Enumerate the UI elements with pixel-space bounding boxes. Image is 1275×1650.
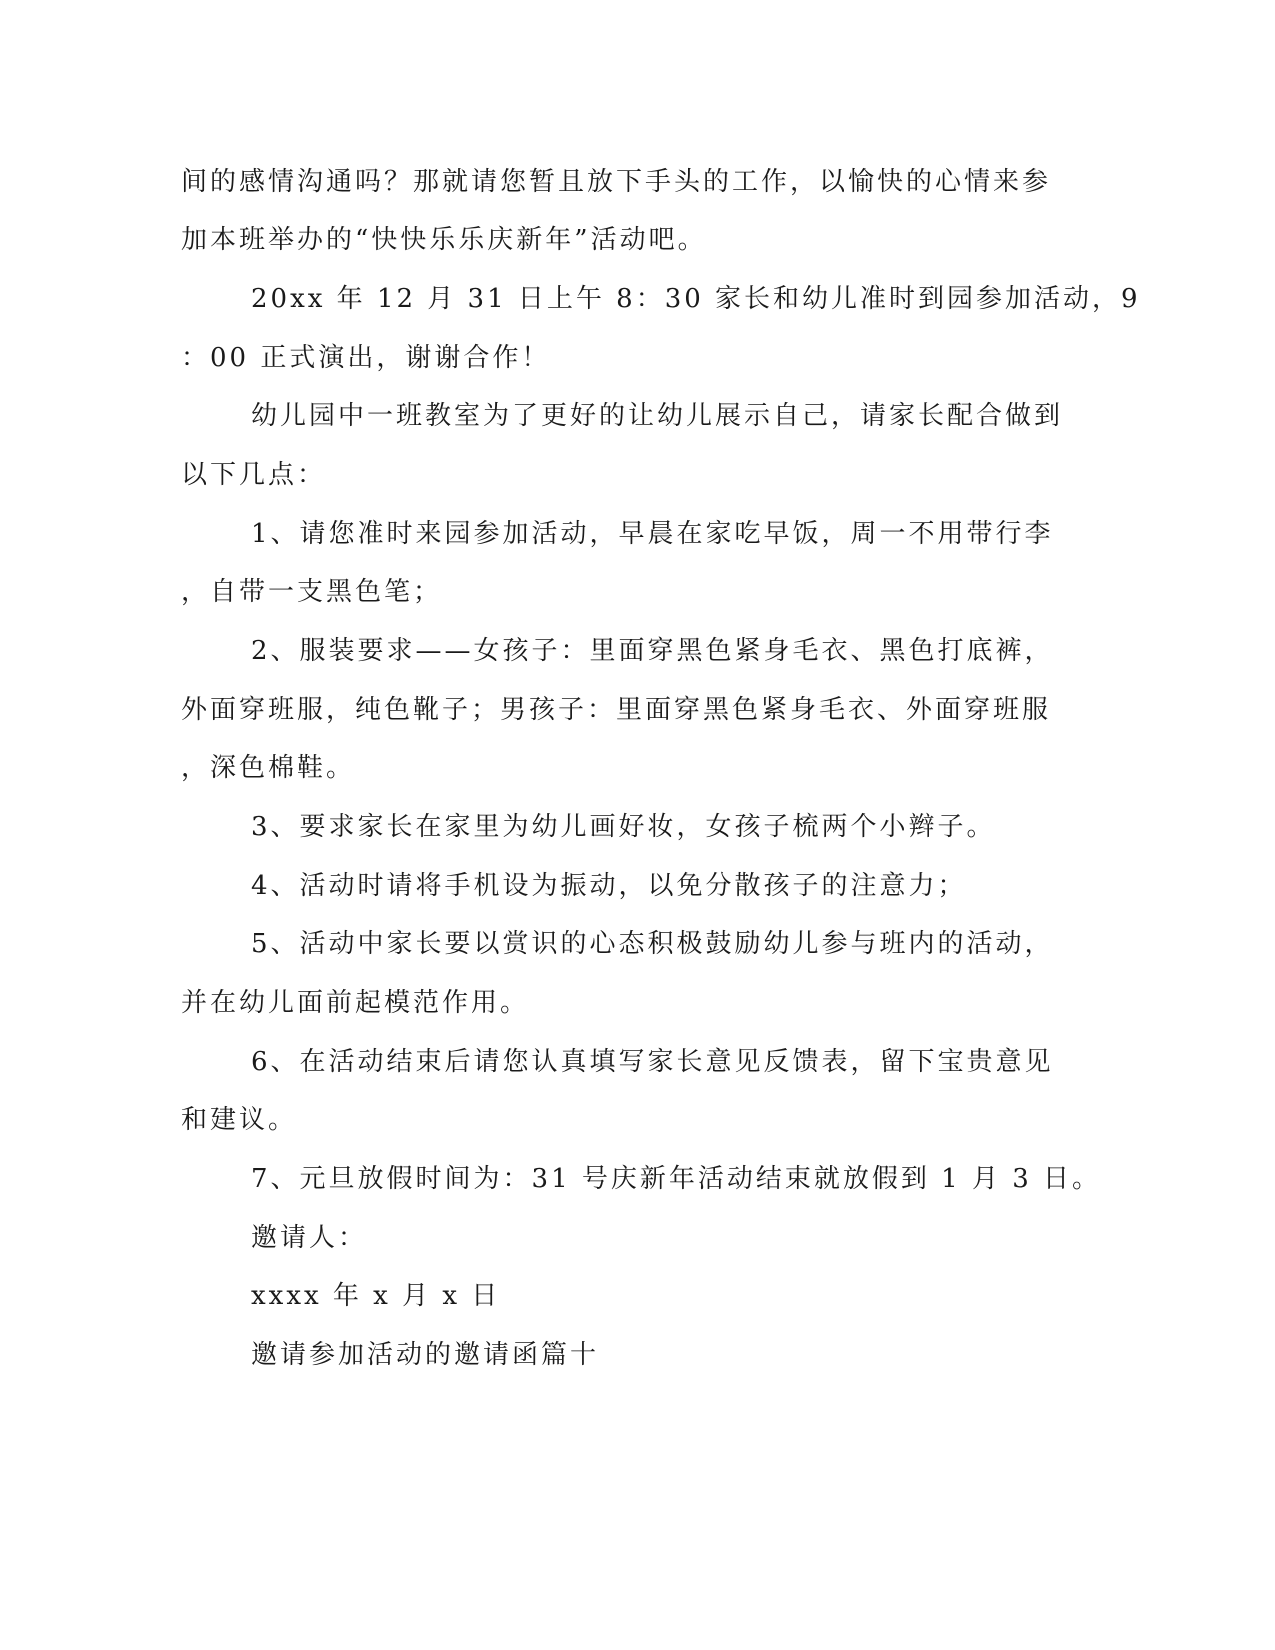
inviter-label: 邀请人： — [251, 1223, 368, 1253]
list-item-line: ，自带一支黑色笔； — [181, 577, 443, 607]
list-item-line: 并在幼儿面前起模范作用。 — [181, 988, 530, 1018]
list-item-line: ，深色棉鞋。 — [181, 753, 356, 783]
section-heading: 邀请参加活动的邀请函篇十 — [251, 1340, 600, 1370]
list-item-line: 4、活动时请将手机设为振动，以免分散孩子的注意力； — [251, 871, 967, 901]
paragraph-line: 加本班举办的“快快乐乐庆新年”活动吧。 — [181, 225, 707, 255]
paragraph-line: ：00 正式演出，谢谢合作！ — [181, 343, 551, 373]
paragraph-line: 间的感情沟通吗？那就请您暂且放下手头的工作，以愉快的心情来参 — [181, 167, 1052, 197]
list-item-line: 5、活动中家长要以赏识的心态积极鼓励幼儿参与班内的活动， — [251, 929, 1054, 959]
paragraph-line: 20xx 年 12 月 31 日上午 8：30 家长和幼儿准时到园参加活动，9 — [251, 284, 1141, 314]
list-item-line: 6、在活动结束后请您认真填写家长意见反馈表，留下宝贵意见 — [251, 1047, 1054, 1077]
list-item-line: 1、请您准时来园参加活动，早晨在家吃早饭，周一不用带行李 — [251, 519, 1054, 549]
list-item-line: 3、要求家长在家里为幼儿画好妆，女孩子梳两个小辫子。 — [251, 812, 996, 842]
paragraph-line: 以下几点： — [181, 460, 327, 490]
date-line: xxxx 年 x 月 x 日 — [251, 1281, 501, 1311]
list-item-line: 外面穿班服，纯色靴子；男孩子：里面穿黑色紧身毛衣、外面穿班服 — [181, 695, 1052, 725]
list-item-line: 和建议。 — [181, 1105, 298, 1135]
list-item-line: 2、服装要求——女孩子：里面穿黑色紧身毛衣、黑色打底裤， — [251, 636, 1054, 666]
list-item-line: 7、元旦放假时间为：31 号庆新年活动结束就放假到 1 月 3 日。 — [251, 1164, 1102, 1194]
paragraph-line: 幼儿园中一班教室为了更好的让幼儿展示自己，请家长配合做到 — [251, 401, 1064, 431]
